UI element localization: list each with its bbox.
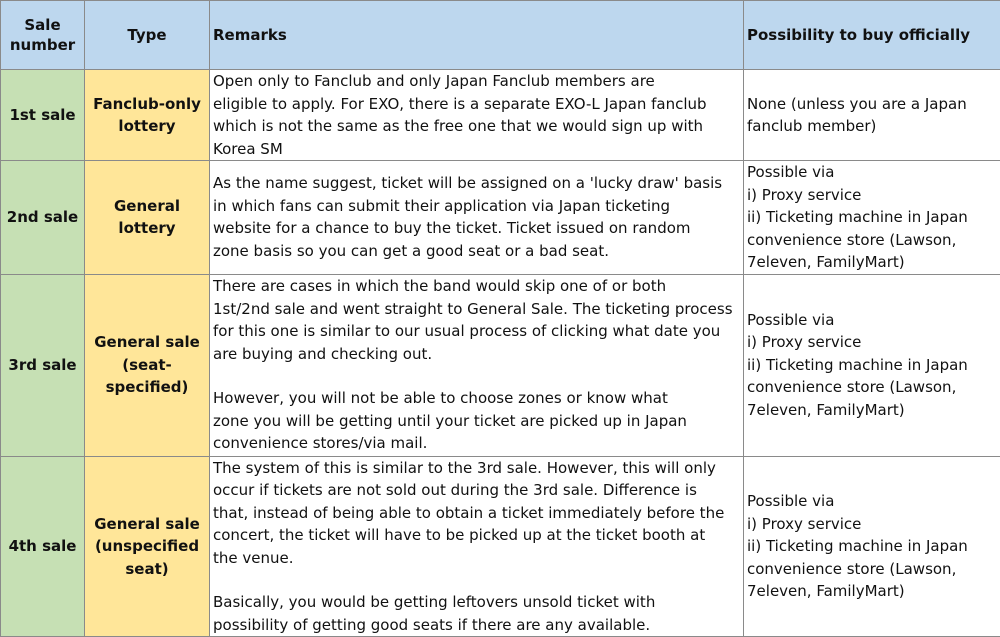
sale-number-cell: 2nd sale — [1, 161, 85, 275]
header-type: Type — [85, 1, 210, 70]
remarks-cell — [210, 70, 744, 161]
header-remarks: Remarks — [210, 1, 744, 70]
remarks-paragraph: However, you will not be able to choose zones or know what zone you will be getting until your ticket are picked up in Japan convenience stores/via mail. — [213, 387, 741, 455]
sale-number-cell: 3rd sale — [1, 274, 85, 456]
sale-type-cell: Fanclub-only lottery — [85, 70, 210, 161]
paragraph-gap — [213, 569, 741, 591]
possibility-cell: Possible via i) Proxy service ii) Ticketing machine in Japan convenience store (Lawson, 7eleven, FamilyMart) — [744, 274, 1000, 456]
paragraph-gap — [213, 365, 741, 387]
remarks-paragraph: Open only to Fanclub and only Japan Fanclub members are eligible to apply. For EXO, there is a separate EXO-L Japan fanclub which is not the same as the free one that we would sign up with Korea SM — [213, 70, 741, 160]
remarks-paragraph: There are cases in which the band would skip one of or both 1st/2nd sale and went straight to General Sale. The ticketing process for this one is similar to our usual process of clicking what date you are buying and checking out. — [213, 275, 741, 365]
remarks-paragraph: The system of this is similar to the 3rd sale. However, this will only occur if tickets are not sold out during the 3rd sale. Difference is that, instead of being able to obtain a ticket immediately before the concert, the ticket will have to be picked up at the ticket booth at the venue. — [213, 457, 741, 570]
remarks-cell — [210, 161, 744, 275]
sale-type-cell: General sale (unspecified seat) — [85, 456, 210, 637]
sale-type-cell: General lottery — [85, 161, 210, 275]
header-possibility: Possibility to buy officially — [744, 1, 1000, 70]
remarks-cell — [210, 456, 744, 637]
table-row — [1, 274, 1000, 456]
remarks-paragraph: Basically, you would be getting leftovers unsold ticket with possibility of getting good seats if there are any available. — [213, 591, 741, 636]
header-sale-number: Sale number — [1, 1, 85, 70]
remarks-paragraph: As the name suggest, ticket will be assigned on a 'lucky draw' basis in which fans can submit their application via Japan ticketing website for a chance to buy the ticket. Ticket issued on random zone basis so you can get a good seat or a bad seat. — [213, 172, 741, 262]
header-row — [1, 1, 1000, 70]
table-row — [1, 456, 1000, 637]
table-row — [1, 161, 1000, 275]
possibility-cell: Possible via i) Proxy service ii) Ticketing machine in Japan convenience store (Lawson, 7eleven, FamilyMart) — [744, 161, 1000, 275]
sale-type-cell: General sale (seat- specified) — [85, 274, 210, 456]
sale-number-cell: 4th sale — [1, 456, 85, 637]
sale-number-cell: 1st sale — [1, 70, 85, 161]
remarks-cell — [210, 274, 744, 456]
possibility-cell: Possible via i) Proxy service ii) Ticketing machine in Japan convenience store (Lawson, 7eleven, FamilyMart) — [744, 456, 1000, 637]
possibility-cell: None (unless you are a Japan fanclub member) — [744, 70, 1000, 161]
table-row — [1, 70, 1000, 161]
